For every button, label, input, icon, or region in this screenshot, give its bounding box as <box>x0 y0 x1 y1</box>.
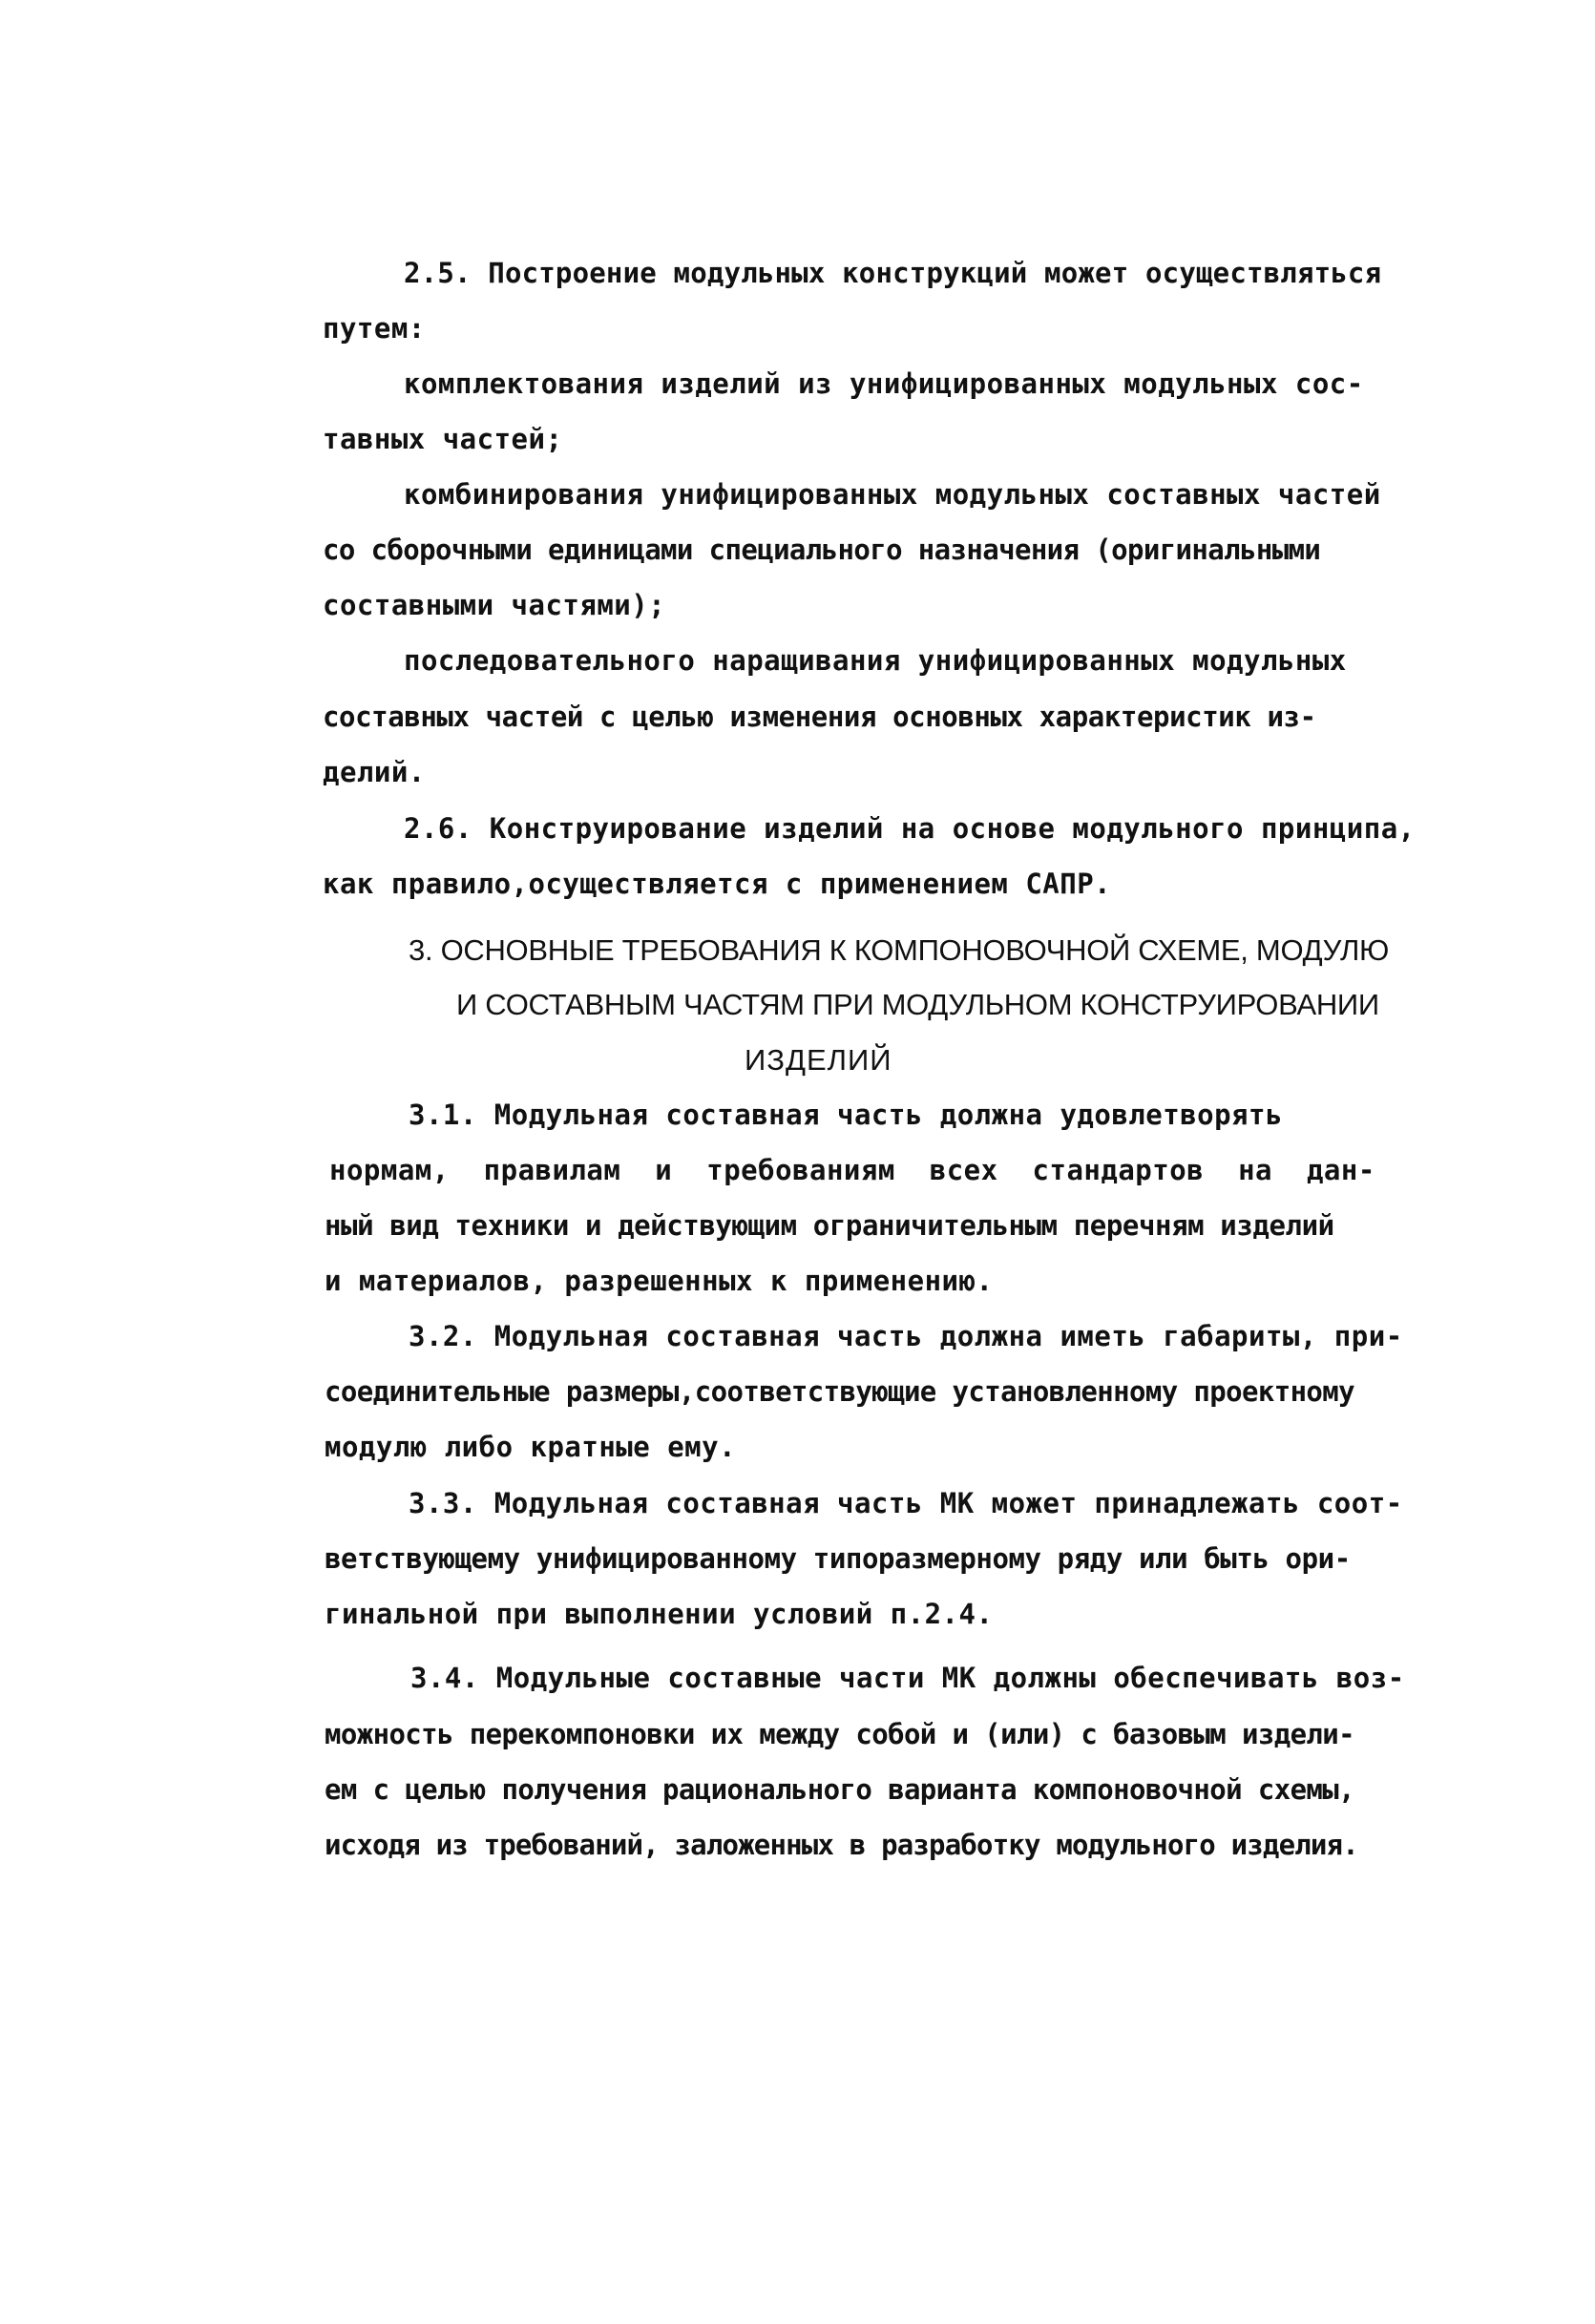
clause-3-1-line-1: 3.1. Модульная составная часть должна удовлетворять <box>409 1099 1283 1131</box>
clause-3-2-line-2: соединительные размеры,соответствующие установленному проектному <box>325 1375 1355 1408</box>
clause-3-4-line-2: можность перекомпоновки их между собой и (или) с базовым издели- <box>325 1718 1355 1750</box>
clause-3-4-line-1: 3.4. Модульные составные части МК должны обеспечивать воз- <box>410 1662 1405 1694</box>
section-2-5-line-2: путем: <box>323 312 426 345</box>
section-3-heading-line-3: ИЗДЕЛИЙ <box>745 1043 892 1077</box>
section-2-5-line-10: делий. <box>323 756 426 788</box>
section-2-5-line-6: со сборочными единицами специального назначения (оригинальными <box>323 534 1321 566</box>
clause-3-3-line-1: 3.3. Модульная составная часть МК может принадлежать соот- <box>409 1487 1403 1519</box>
section-2-5-line-8: последовательного наращивания унифицированных модульных <box>404 644 1347 677</box>
section-2-5-line-4: тавных частей; <box>323 423 563 455</box>
clause-3-2-line-1: 3.2. Модульная составная часть должна иметь габариты, при- <box>409 1320 1403 1352</box>
clause-3-4-line-4: исходя из требований, заложенных в разработку модульного изделия. <box>325 1829 1358 1861</box>
clause-3-4-line-3: ем с целью получения рационального варианта компоновочной схемы, <box>325 1773 1355 1806</box>
clause-3-3-line-3: гинальной при выполнении условий п.2.4. <box>325 1598 994 1630</box>
clause-3-1-line-2: нормам, правилам и требованиям всех стандартов на дан- <box>329 1154 1375 1186</box>
clause-3-1-line-3: ный вид техники и действующим ограничительным перечням изделий <box>325 1209 1334 1242</box>
section-2-6-line-2: как правило,осуществляется с применением САПР. <box>323 868 1112 900</box>
section-2-5-line-3: комплектования изделий из унифицированных модульных сос- <box>404 367 1364 400</box>
section-2-5-line-1: 2.5. Построение модульных конструкций может осуществляться <box>404 257 1382 289</box>
clause-3-3-line-2: ветствующему унифицированному типоразмерному ряду или быть ори- <box>325 1542 1351 1575</box>
section-2-5-line-7: составными частями); <box>323 589 666 621</box>
section-3-heading-line-2: И СОСТАВНЫМ ЧАСТЯМ ПРИ МОДУЛЬНОМ КОНСТРУИРОВАНИИ <box>456 988 1379 1021</box>
section-2-5-line-9: составных частей с целью изменения основных характеристик из- <box>323 701 1316 733</box>
clause-3-1-line-4: и материалов, разрешенных к применению. <box>325 1265 994 1297</box>
section-2-6-line-1: 2.6. Конструирование изделий на основе модульного принципа, <box>404 812 1416 845</box>
section-3-heading-line-1: 3. ОСНОВНЫЕ ТРЕБОВАНИЯ К КОМПОНОВОЧНОЙ СХЕМЕ, МОДУЛЮ <box>409 933 1390 967</box>
section-2-5-line-5: комбинирования унифицированных модульных составных частей <box>404 478 1381 511</box>
clause-3-2-line-3: модулю либо кратные ему. <box>325 1431 737 1463</box>
